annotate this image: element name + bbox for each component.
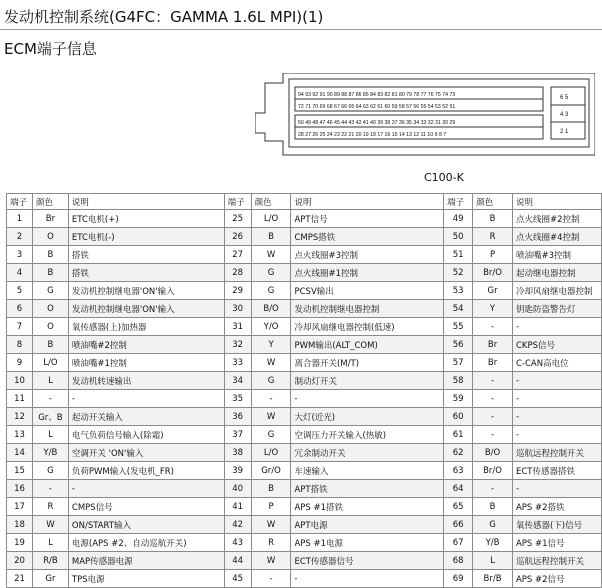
pin-description: ECT传感器信号 (291, 552, 444, 570)
pin-description: C-CAN高电位 (512, 354, 601, 372)
connector-diagram (255, 73, 595, 158)
wire-color: R (473, 228, 513, 246)
wire-color: B (32, 264, 68, 282)
page-title: 发动机控制系统(G4FC：GAMMA 1.6L MPI)(1) (4, 8, 324, 26)
table-body (7, 210, 602, 588)
pin-description: CKPS信号 (512, 336, 601, 354)
wire-color: L/O (32, 354, 68, 372)
wire-color: R/B (32, 552, 68, 570)
wire-color: Br (473, 354, 513, 372)
pin-row-3: 50 49 48 47 46 45 44 43 42 41 40 39 38 37 36 35 34 33 32 31 30 29 (298, 120, 456, 126)
table-row (7, 246, 602, 264)
pin-description: APS #1电源 (291, 534, 444, 552)
pin-number: 27 (224, 246, 251, 264)
pin-description: 搭铁 (68, 264, 224, 282)
col-header: 颜色 (251, 194, 291, 210)
col-header: 颜色 (32, 194, 68, 210)
wire-color: W (251, 516, 291, 534)
pin-number: 2 (7, 228, 33, 246)
wire-color: Y (473, 300, 513, 318)
wire-color: - (473, 372, 513, 390)
wire-color: - (473, 480, 513, 498)
pin-description: ECT传感器搭铁 (512, 462, 601, 480)
pin-number: 59 (444, 390, 473, 408)
pin-number: 28 (224, 264, 251, 282)
wire-color: P (473, 246, 513, 264)
pin-description: ON/START输入 (68, 516, 224, 534)
table-row (7, 516, 602, 534)
pin-description: ETC电机(+) (68, 210, 224, 228)
pin-description: APS #1信号 (512, 534, 601, 552)
pin-number: 45 (224, 570, 251, 588)
pin-number: 38 (224, 444, 251, 462)
pin-description: 冷却风扇继电器控制 (512, 282, 601, 300)
pin-number: 65 (444, 498, 473, 516)
pin-description: 制动灯开关 (291, 372, 444, 390)
pin-description: 点火线圈#3控制 (291, 246, 444, 264)
wire-color: O (32, 228, 68, 246)
table-row (7, 336, 602, 354)
table-row (7, 372, 602, 390)
pin-number: 29 (224, 282, 251, 300)
pin-small-3: 2 1 (560, 129, 569, 135)
pin-number: 31 (224, 318, 251, 336)
pin-description: - (512, 480, 601, 498)
wire-color: Y (251, 336, 291, 354)
pin-number: 11 (7, 390, 33, 408)
wire-color: R (251, 534, 291, 552)
pin-description: 空调开关 'ON'输入 (68, 444, 224, 462)
pin-description: 冷却风扇继电器控制(低速) (291, 318, 444, 336)
pin-number: 20 (7, 552, 33, 570)
wire-color: - (251, 390, 291, 408)
table-row (7, 570, 602, 588)
pin-number: 53 (444, 282, 473, 300)
pin-description: 起动继电器控制 (512, 264, 601, 282)
pin-number: 13 (7, 426, 33, 444)
pin-description: 点火线圈#4控制 (512, 228, 601, 246)
pin-number: 50 (444, 228, 473, 246)
table-row (7, 552, 602, 570)
pin-number: 21 (7, 570, 33, 588)
pin-number: 39 (224, 462, 251, 480)
pin-number: 37 (224, 426, 251, 444)
connector-label: C100-K (424, 171, 464, 184)
wire-color: B (473, 210, 513, 228)
pin-number: 41 (224, 498, 251, 516)
pin-description: 发动机控制继电器控制 (291, 300, 444, 318)
wire-color: L (32, 372, 68, 390)
ecm-pin-table (6, 193, 602, 588)
col-header: 说明 (291, 194, 444, 210)
pin-description: APS #2搭铁 (512, 498, 601, 516)
wire-color: B (251, 480, 291, 498)
pin-number: 33 (224, 354, 251, 372)
table-row (7, 210, 602, 228)
pin-description: 喷油嘴#2控制 (68, 336, 224, 354)
wire-color: - (32, 480, 68, 498)
pin-number: 55 (444, 318, 473, 336)
pin-number: 18 (7, 516, 33, 534)
col-header: 说明 (68, 194, 224, 210)
wire-color: R (32, 498, 68, 516)
wire-color: W (251, 408, 291, 426)
table-row (7, 534, 602, 552)
pin-small-1: 6 5 (560, 95, 569, 101)
pin-number: 69 (444, 570, 473, 588)
pin-description: - (291, 390, 444, 408)
pin-number: 17 (7, 498, 33, 516)
wire-color: - (473, 390, 513, 408)
pin-number: 26 (224, 228, 251, 246)
pin-number: 62 (444, 444, 473, 462)
wire-color: W (251, 552, 291, 570)
table-row (7, 462, 602, 480)
wire-color: L (473, 552, 513, 570)
pin-number: 52 (444, 264, 473, 282)
wire-color: L/O (251, 444, 291, 462)
table-row (7, 264, 602, 282)
wire-color: P (251, 498, 291, 516)
wire-color: L (32, 426, 68, 444)
pin-number: 68 (444, 552, 473, 570)
pin-number: 44 (224, 552, 251, 570)
table-row (7, 282, 602, 300)
pin-number: 4 (7, 264, 33, 282)
wire-color: L (32, 534, 68, 552)
wire-color: Br/O (473, 462, 513, 480)
pin-description: 负荷PWM输入(发电机_FR) (68, 462, 224, 480)
pin-number: 34 (224, 372, 251, 390)
pin-description: 氧传感器(上)加热器 (68, 318, 224, 336)
wire-color: B (32, 246, 68, 264)
wire-color: B (251, 228, 291, 246)
pin-number: 7 (7, 318, 33, 336)
wire-color: Br/O (473, 264, 513, 282)
wire-color: Y/O (251, 318, 291, 336)
pin-description: 钥匙防盗警告灯 (512, 300, 601, 318)
section-title: ECM端子信息 (4, 40, 97, 58)
wire-color: W (32, 516, 68, 534)
pin-number: 25 (224, 210, 251, 228)
pin-description: 起动开关输入 (68, 408, 224, 426)
pin-description: 车速输入 (291, 462, 444, 480)
pin-description: - (68, 390, 224, 408)
pin-description: 喷油嘴#3控制 (512, 246, 601, 264)
pin-description: PWM输出(ALT_COM) (291, 336, 444, 354)
pin-description: - (512, 372, 601, 390)
pin-number: 30 (224, 300, 251, 318)
pin-number: 56 (444, 336, 473, 354)
pin-description: APS #1搭铁 (291, 498, 444, 516)
wire-color: B (473, 498, 513, 516)
pin-description: PCSV输出 (291, 282, 444, 300)
col-header: 端子 (224, 194, 251, 210)
pin-description: 巡航远程控制开关 (512, 552, 601, 570)
pin-description: 发动机控制继电器'ON'输入 (68, 300, 224, 318)
pin-description: 点火线圈#1控制 (291, 264, 444, 282)
pin-number: 54 (444, 300, 473, 318)
pin-description: CMPS信号 (68, 498, 224, 516)
wire-color: Br (473, 336, 513, 354)
pin-row-1: 94 93 92 91 90 89 88 87 86 85 84 83 82 81 80 79 78 77 76 75 74 73 (298, 92, 456, 98)
wire-color: L/O (251, 210, 291, 228)
pin-number: 35 (224, 390, 251, 408)
pin-number: 51 (444, 246, 473, 264)
pin-small-2: 4 3 (560, 112, 569, 118)
pin-number: 15 (7, 462, 33, 480)
pin-description: ETC电机(-) (68, 228, 224, 246)
table-row (7, 444, 602, 462)
pin-description: - (512, 390, 601, 408)
pin-number: 40 (224, 480, 251, 498)
pin-number: 64 (444, 480, 473, 498)
pin-number: 8 (7, 336, 33, 354)
wire-color: Br/B (473, 570, 513, 588)
pin-description: - (512, 318, 601, 336)
pin-number: 67 (444, 534, 473, 552)
pin-description: 喷油嘴#1控制 (68, 354, 224, 372)
pin-number: 36 (224, 408, 251, 426)
table-row (7, 426, 602, 444)
pin-description: - (512, 408, 601, 426)
pin-number: 3 (7, 246, 33, 264)
table-row (7, 300, 602, 318)
pin-description: TPS电源 (68, 570, 224, 588)
pin-number: 10 (7, 372, 33, 390)
pin-description: - (291, 570, 444, 588)
pin-number: 32 (224, 336, 251, 354)
pin-description: APS #2信号 (512, 570, 601, 588)
wire-color: B/O (251, 300, 291, 318)
pin-description: MAP传感器电源 (68, 552, 224, 570)
pin-description: 电气负荷信号输入(除霜) (68, 426, 224, 444)
table-row (7, 354, 602, 372)
table-row (7, 228, 602, 246)
col-header: 端子 (444, 194, 473, 210)
wire-color: G (32, 282, 68, 300)
pin-description: APT搭铁 (291, 480, 444, 498)
pin-number: 14 (7, 444, 33, 462)
pin-number: 19 (7, 534, 33, 552)
wire-color: G (251, 282, 291, 300)
wire-color: Br (32, 210, 68, 228)
table-row (7, 498, 602, 516)
pin-number: 43 (224, 534, 251, 552)
pin-number: 42 (224, 516, 251, 534)
pin-number: 60 (444, 408, 473, 426)
wire-color: O (32, 318, 68, 336)
pin-row-2: 72 71 70 69 68 67 66 65 64 63 62 61 60 59 58 57 56 55 54 53 52 51 (298, 104, 456, 110)
wire-color: Y/B (473, 534, 513, 552)
pin-description: 发动机转速输出 (68, 372, 224, 390)
table-row (7, 408, 602, 426)
wire-color: W (251, 354, 291, 372)
wire-color: W (251, 246, 291, 264)
pin-description: 氧传感器(下)信号 (512, 516, 601, 534)
table-row (7, 390, 602, 408)
pin-number: 16 (7, 480, 33, 498)
pin-description: APT电源 (291, 516, 444, 534)
pin-number: 57 (444, 354, 473, 372)
pin-description: 巡航远程控制开关 (512, 444, 601, 462)
wire-color: G (32, 462, 68, 480)
pin-number: 66 (444, 516, 473, 534)
pin-number: 5 (7, 282, 33, 300)
wire-color: - (473, 408, 513, 426)
pin-description: - (512, 426, 601, 444)
wire-color: - (473, 426, 513, 444)
pin-description: APT信号 (291, 210, 444, 228)
wire-color: - (32, 390, 68, 408)
pin-number: 12 (7, 408, 33, 426)
title-bar (0, 0, 602, 30)
wire-color: G (251, 264, 291, 282)
wire-color: Gr (32, 570, 68, 588)
pin-description: 空调压力开关输入(热敏) (291, 426, 444, 444)
wire-color: B/O (473, 444, 513, 462)
wire-color: B (32, 336, 68, 354)
pin-description: 搭铁 (68, 246, 224, 264)
pin-description: - (68, 480, 224, 498)
wire-color: - (251, 570, 291, 588)
pin-description: 发动机控制继电器'ON'输入 (68, 282, 224, 300)
pin-description: 大灯(近光) (291, 408, 444, 426)
connector-housing (255, 73, 595, 155)
wire-color: Gr/O (251, 462, 291, 480)
wire-color: Gr、B (32, 408, 68, 426)
pin-description: 点火线圈#2控制 (512, 210, 601, 228)
pin-number: 58 (444, 372, 473, 390)
pin-description: 冗余制动开关 (291, 444, 444, 462)
pin-number: 63 (444, 462, 473, 480)
wire-color: Gr (473, 282, 513, 300)
table-row (7, 318, 602, 336)
table-header-row (7, 194, 602, 210)
table-row (7, 480, 602, 498)
pin-number: 1 (7, 210, 33, 228)
wire-color: G (473, 516, 513, 534)
col-header: 端子 (7, 194, 33, 210)
pin-number: 9 (7, 354, 33, 372)
wire-color: G (251, 372, 291, 390)
pin-number: 49 (444, 210, 473, 228)
col-header: 说明 (512, 194, 601, 210)
pin-number: 61 (444, 426, 473, 444)
wire-color: - (473, 318, 513, 336)
wire-color: G (251, 426, 291, 444)
pin-row-4: 28 27 26 25 24 23 22 21 20 19 18 17 16 15 14 13 12 11 10 9 8 7 (298, 132, 447, 138)
wire-color: Y/B (32, 444, 68, 462)
pin-description: 电源(APS #2、自动巡航开关) (68, 534, 224, 552)
pin-description: CMPS搭铁 (291, 228, 444, 246)
pin-number: 6 (7, 300, 33, 318)
pin-description: 离合器开关(M/T) (291, 354, 444, 372)
col-header: 颜色 (473, 194, 513, 210)
wire-color: O (32, 300, 68, 318)
